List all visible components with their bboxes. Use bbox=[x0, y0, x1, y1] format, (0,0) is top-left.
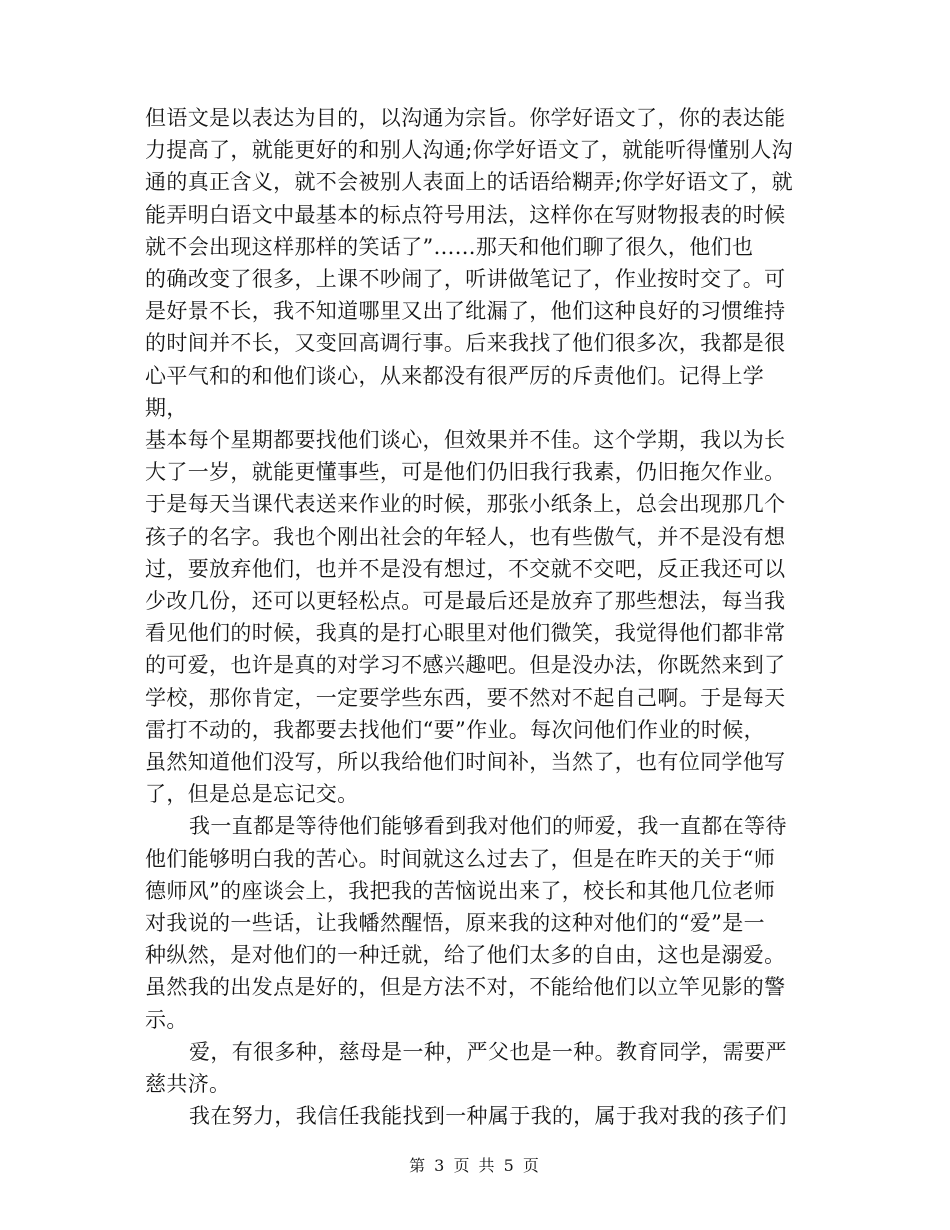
paragraph-3: 爱，有很多种，慈母是一种，严父也是一种。教育同学，需要严 慈共济。 bbox=[145, 1039, 787, 1097]
paragraph-2: 我一直都是等待他们能够看到我对他们的师爱，我一直都在等待 他们能够明白我的苦心。时间就这么过去了，但是在昨天的关于“师 德师风”的座谈会上，我把我的苦恼说出来了，校长和其他几位老师 对我说的一些话，让我幡然醒悟，原来我的这种对他们的“爱”是一 种纵然，是对他们的一种迁就，给了他们太多的自由，这也是溺爱。 虽然我的出发点是好的，但是方法不对，不能给他们以立竿见影的警 示。 bbox=[145, 814, 787, 1032]
paragraph-1: 但语文是以表达为目的，以沟通为宗旨。你学好语文了，你的表达能 力提高了，就能更好的和别人沟通;你学好语文了，就能听得懂别人沟 通的真正含义，就不会被别人表面上的话语给糊弄;你学好语文了，就 能弄明白语文中最基本的标点符号用法，这样你在写财物报表的时候 就不会出现这样那样的笑话了”......那天和他们聊了很久，他们也 的确改变了很多，上课不吵闹了，听讲做笔记了，作业按时交了。可 是好景不长，我不知道哪里又出了纰漏了，他们这种良好的习惯维持 的时间并不长，又变回高调行事。后来我找了他们很多次，我都是很 心平气和的和他们谈心，从来都没有很严厉的斥责他们。记得上学期， 基本每个星期都要找他们谈心，但效果并不佳。这个学期，我以为长 大了一岁，就能更懂事些，可是他们仍旧我行我素，仍旧拖欠作业。 于是每天当课代表送来作业的时候，那张小纸条上，总会出现那几个 孩子的名字。我也个刚出社会的年轻人，也有些傲气，并不是没有想 过，要放弃他们，也并不是没有想过，不交就不交吧，反正我还可以 少改几份，还可以更轻松点。可是最后还是放弃了那些想法，每当我 看见他们的时候，我真的是打心眼里对他们微笑，我觉得他们都非常 的可爱，也许是真的对学习不感兴趣吧。但是没办法，你既然来到了 学校，那你肯定，一定要学些东西，要不然对不起自己啊。于是每天 雷打不动的，我都要去找他们“要”作业。每次问他们作业的时候， 虽然知道他们没写，所以我给他们时间补，当然了，也有位同学他写 了，但是总是忘记交。 bbox=[145, 106, 793, 807]
page-number-label: 第 3 页 共 5 页 bbox=[409, 1156, 541, 1175]
page-footer bbox=[0, 1153, 950, 1176]
document-body bbox=[145, 102, 805, 1133]
paragraph-4: 我在努力，我信任我能找到一种属于我的，属于我对我的孩子们 bbox=[189, 1104, 787, 1129]
